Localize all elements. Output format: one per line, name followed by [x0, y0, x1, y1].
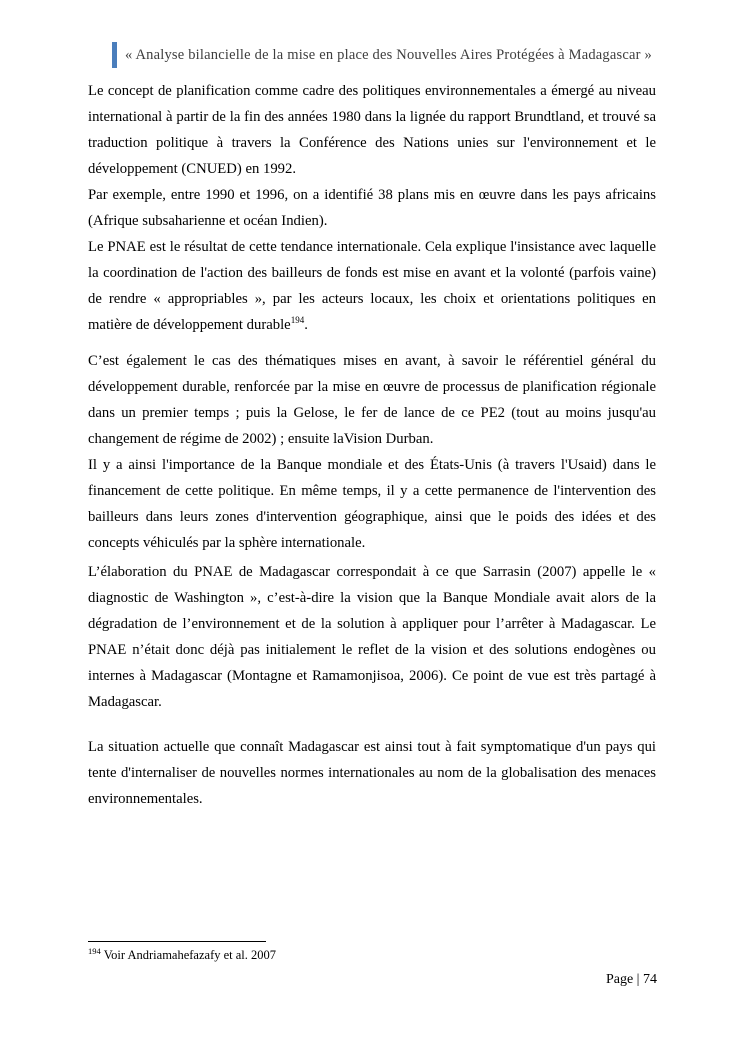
- page-header: [112, 42, 652, 68]
- running-header-title: « Analyse bilancielle de la mise en place des Nouvelles Aires Protégées à Madagascar »: [125, 46, 652, 63]
- footnote-separator: [88, 941, 266, 942]
- header-accent-bar: [112, 42, 117, 68]
- page-number: Page | 74: [605, 972, 657, 987]
- paragraph: C’est également le cas des thématiques mises en avant, à savoir le référentiel général du développement durable, renforcée par la mise en œuvre de processus de planification régionale dans un premier temps ; puis la Gelose, le fer de lance de ce PE2 (tout au moins jusqu'au changement de régime de 2002) ; ensuite laVision Durban.: [88, 353, 656, 447]
- paragraph: L’élaboration du PNAE de Madagascar correspondait à ce que Sarrasin (2007) appelle le « diagnostic de Washington », c’est-à-dire la vision que la Banque Mondiale avait alors de la dégradation de l’environnement et de la solution à appliquer pour l’arrêter à Madagascar. Le PNAE n’était donc déjà pas initialement le reflet de la vision et des solutions endogènes ou internes à Madagascar (Montagne et Ramamonjisoa, 2006). Ce point de vue est très partagé à Madagascar.: [88, 564, 656, 710]
- footnote-text: Voir Andriamahefazafy et al. 2007: [103, 948, 277, 962]
- paragraph: Il y a ainsi l'importance de la Banque mondiale et des États-Unis (à travers l'Usaid) dans le financement de cette politique. En même temps, il y a cette permanence de l'intervention des bailleurs dans leurs zones d'intervention géographique, ainsi que le poids des idées et des concepts véhiculés par la sphère internationale.: [88, 457, 656, 551]
- paragraph: Par exemple, entre 1990 et 1996, on a identifié 38 plans mis en œuvre dans les pays africains (Afrique subsaharienne et océan Indien).: [88, 187, 656, 229]
- footnote-marker: 194: [88, 945, 101, 956]
- paragraph: Le PNAE est le résultat de cette tendance internationale. Cela explique l'insistance avec laquelle la coordination de l'action des bailleurs de fonds est mise en avant et la volonté (parfois vaine) de rendre « appropriables », par les acteurs locaux, les choix et orientations politiques en matière de développement durable$^{194}$.: [88, 239, 656, 333]
- paragraph: Le concept de planification comme cadre des politiques environnementales a émergé au niveau international à partir de la fin des années 1980 dans la lignée du rapport Brundtland, et trouvé sa traduction politique à travers la Conférence des Nations unies sur l'environnement et le développement (CNUED) en 1992.: [88, 83, 656, 177]
- footnote-ref: 194: [290, 315, 305, 326]
- paragraph: La situation actuelle que connaît Madagascar est ainsi tout à fait symptomatique d'un pays qui tente d'internaliser de nouvelles normes internationales au nom de la globalisation des menaces environnementales.: [88, 739, 656, 807]
- body-text: [88, 78, 656, 812]
- footnote: [88, 946, 276, 964]
